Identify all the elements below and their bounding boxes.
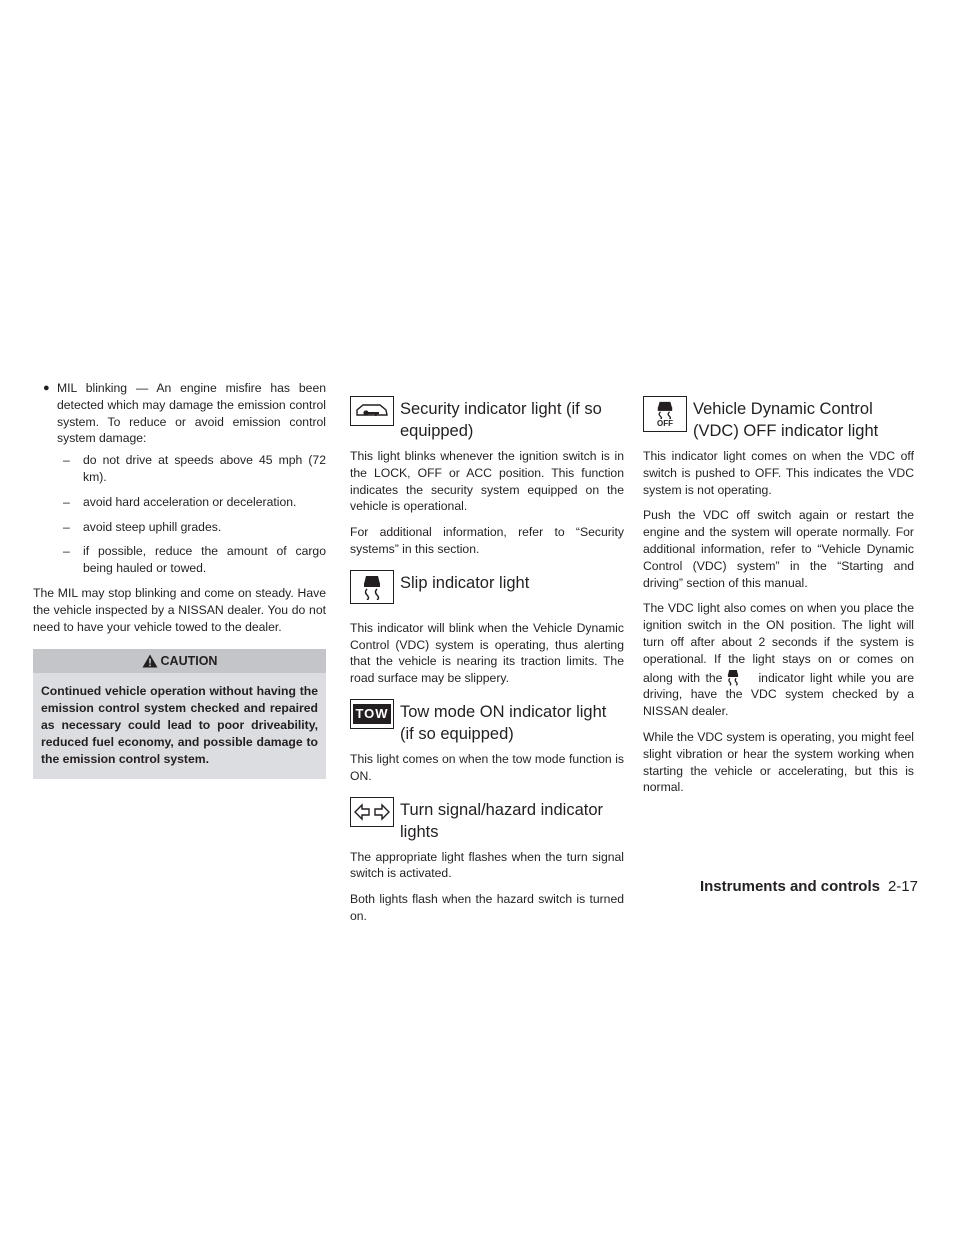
slip-heading [350, 570, 624, 614]
dash-item: – avoid hard acceleration or deceleration. [57, 494, 326, 511]
caution-text: Continued vehicle operation without having the emission control system checked and repaired as necessary could lead to poor driveability, reduced fuel economy, and possible damage to the emission control system. [41, 684, 318, 766]
dash-item: – do not drive at speeds above 45 mph (72 km). [63, 453, 326, 484]
dash-item: – avoid steep uphill grades. [57, 519, 326, 536]
security-paragraph-1: This light blinks whenever the ignition switch is in the LOCK, OFF or ACC position. This function indicates the security system equipped on the vehicle is operational. [350, 449, 624, 514]
dash-text: if possible, reduce the amount of cargo being hauled or towed. [83, 544, 326, 576]
vdc-paragraph-1: This indicator light comes on when the VDC off switch is pushed to OFF. This indicates the VDC system is not operating. [643, 449, 914, 497]
warning-triangle-icon [142, 654, 158, 668]
slip-title: Slip indicator light [400, 573, 530, 592]
page-footer [0, 878, 918, 895]
turn-title: Turn signal/hazard indicator lights [400, 800, 603, 841]
caution-header [33, 649, 326, 673]
tow-paragraph-1: This light comes on when the tow mode function is ON. [350, 751, 624, 783]
dash-text: avoid steep uphill grades. [83, 519, 222, 534]
left-column [33, 380, 326, 779]
slip-paragraph-1: This indicator will blink when the Vehicle Dynamic Control (VDC) system is operating, thus alerting that the vehicle is nearing its traction limits. The road surface may be slippery. [350, 620, 624, 686]
car-key-icon [350, 396, 394, 426]
dash-text: do not drive at speeds above 45 mph (72 km). [83, 453, 326, 484]
mil-steady-paragraph: The MIL may stop blinking and come on steady. Have the vehicle inspected by a NISSAN dealer. You do not need to have your vehicle towed to the dealer. [33, 585, 326, 634]
turn-paragraph-1: The appropriate light flashes when the turn signal switch is activated. [350, 849, 624, 881]
right-column [643, 400, 914, 805]
dash-text: avoid hard acceleration or deceleration. [83, 494, 297, 509]
vdc-paragraph-2: Push the VDC off switch again or restart the engine and the system will operate normally. For additional information, refer to “Vehicle Dynamic Control (VDC) system” in the “Starting and driving” section of this manual. [643, 508, 914, 590]
mil-bullet [33, 380, 326, 447]
mil-bullet-text: MIL blinking — An engine misfire has been detected which may damage the emission control system. To reduce or avoid emission control system damage: [57, 381, 326, 446]
turn-paragraph-2: Both lights flash when the hazard switch is turned on. [350, 892, 624, 923]
page-number: 2-17 [887, 878, 918, 895]
middle-column [350, 400, 624, 934]
security-heading [350, 396, 624, 442]
vdc-title: Vehicle Dynamic Control (VDC) OFF indicator light [693, 400, 879, 440]
caution-box [33, 649, 326, 779]
security-title: Security indicator light (if so equipped) [400, 400, 602, 440]
bullet-mark: ● [43, 382, 50, 394]
vdc-paragraph-4: While the VDC system is operating, you might feel slight vibration or hear the system working when starting the vehicle or accelerating, but this is normal. [643, 729, 914, 795]
skidding-car-icon [350, 570, 394, 604]
dash-item: – if possible, reduce the amount of cargo being hauled or towed. [63, 544, 326, 576]
turn-arrows-icon [350, 797, 394, 827]
security-paragraph-2: For additional information, refer to “Security systems” in this section. [350, 525, 624, 556]
tow-mode-icon: TOW [350, 699, 394, 729]
tow-heading [350, 699, 624, 745]
vdc-heading [643, 396, 914, 442]
caution-title: CAUTION [160, 653, 218, 668]
vdc-paragraph-3: The VDC light also comes on when you place the ignition switch in the ON position. The light will turn off after about 2 seconds if the system is operational. If the light stays on or comes on along with the indicator light while you are driving, have the VDC system checked by a NISSAN dealer. [643, 601, 914, 719]
turn-heading [350, 797, 624, 843]
tow-title: Tow mode ON indicator light (if so equipped) [400, 702, 607, 743]
section-name: Instruments and controls [699, 878, 880, 895]
vdc-off-icon: OFF [643, 396, 687, 432]
skidding-car-icon [726, 668, 740, 686]
